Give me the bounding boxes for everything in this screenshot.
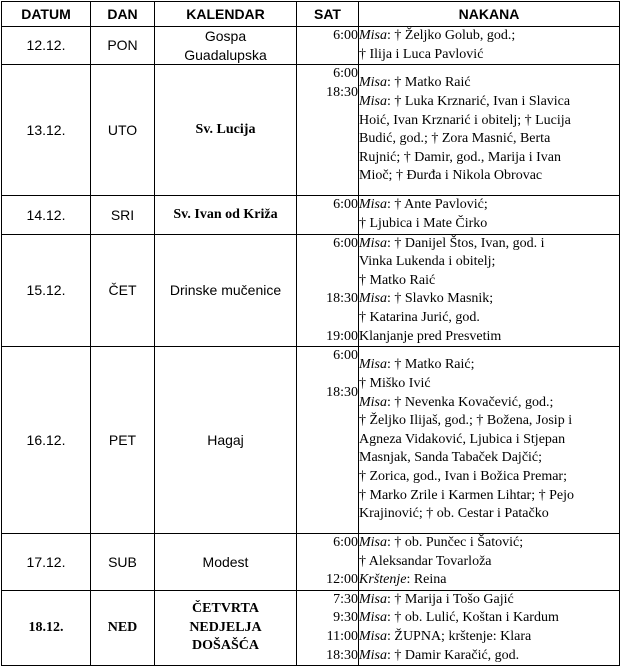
nakana-text: † Marko Zrile i Karmen Lihtar; † Pejo [359, 487, 574, 503]
dan-text: ČET [108, 282, 137, 299]
sat-time: 19:00 [326, 328, 358, 344]
sat-cell [297, 65, 359, 196]
dan-cell [91, 534, 155, 591]
nakana-text: † Katarina Jurić, god. [359, 309, 480, 325]
nakana-text: Vinka Lukenda i obitelj; [359, 254, 496, 270]
sat-time: 7:30 [333, 591, 358, 607]
datum-cell [2, 196, 91, 234]
nakana-label: Misa [359, 291, 387, 307]
nakana-label: Misa [359, 75, 387, 91]
kalendar-text: Gospa [204, 28, 247, 44]
dan-text: PET [108, 431, 137, 448]
sat-time: 12:00 [326, 572, 358, 588]
nakana-text: Masnjak, Sanda Tabaček Dajčić; [359, 450, 543, 466]
sat-time [297, 158, 358, 177]
schedule-body [2, 27, 620, 666]
nakana-text: † Ilija i Luca Pavlović [359, 46, 484, 62]
nakana-text: : † Ante Pavlović; [387, 197, 488, 213]
sat-time: 6:00 [333, 197, 358, 213]
nakana-line [359, 328, 619, 347]
sat-time [297, 121, 358, 140]
nakana-line [359, 449, 619, 468]
datum-text: 14.12. [26, 206, 66, 223]
dan-cell [91, 65, 155, 196]
dan-cell [91, 347, 155, 534]
nakana-label: Misa [359, 647, 387, 663]
nakana-text: Mioč; † Đurđa i Nikola Obrovac [359, 168, 543, 184]
sat-cell [297, 27, 359, 65]
sat-time: 18:30 [326, 291, 358, 307]
nakana-text: † Zorica, god., Ivan i Božica Premar; [359, 468, 567, 484]
sat-time: 6:00 [333, 28, 358, 43]
sat-cell [297, 234, 359, 347]
dan-cell [91, 27, 155, 65]
nakana-line [359, 394, 619, 413]
nakana-cell [359, 27, 620, 65]
nakana-text: : † Marija i Tošo Gajić [387, 591, 514, 607]
nakana-line [359, 167, 619, 186]
nakana-line [359, 215, 619, 234]
nakana-line [359, 534, 619, 553]
nakana-line [359, 431, 619, 450]
datum-text: 18.12. [28, 619, 64, 635]
nakana-line [359, 112, 619, 131]
kalendar-text: Drinske mučenice [169, 282, 282, 299]
nakana-label: Misa [359, 591, 387, 607]
nakana-cell [359, 65, 620, 196]
nakana-text: † Aleksandar Tovarloža [359, 553, 492, 569]
kalendar-text: Guadalupska [184, 46, 267, 63]
sat-time [297, 440, 358, 459]
nakana-line [359, 272, 619, 291]
dan-cell [91, 590, 155, 665]
nakana-text: : † ob. Punčec i Šatović; [387, 535, 524, 551]
datum-cell [2, 65, 91, 196]
dan-text: SRI [110, 206, 135, 223]
header-kalendar: KALENDAR [155, 2, 297, 27]
header-sat: SAT [297, 2, 359, 27]
nakana-text: : † ob. Lulić, Koštan i Kardum [387, 610, 559, 626]
nakana-label: Misa [359, 94, 387, 110]
sat-time: 6:00 [333, 535, 358, 551]
nakana-text: Rujnić; † Damir, god., Marija i Ivan [359, 149, 562, 165]
nakana-line [359, 356, 619, 375]
nakana-text: : † Željko Golub, god.; [387, 28, 516, 43]
header-datum: DATUM [2, 2, 91, 27]
nakana-text: † Matko Raić [359, 272, 436, 288]
table-row [2, 347, 620, 534]
sat-time [297, 514, 358, 533]
sat-time [297, 215, 358, 234]
sat-time: 6:00 [333, 66, 358, 82]
nakana-line [359, 609, 619, 628]
datum-cell [2, 347, 91, 534]
datum-cell [2, 27, 91, 65]
sat-time [297, 253, 358, 272]
sat-time [297, 366, 358, 385]
header-nakana: NAKANA [359, 2, 620, 27]
datum-text: 16.12. [26, 431, 66, 448]
dan-text: UTO [107, 121, 138, 138]
dan-text: NED [107, 619, 138, 635]
nakana-line [359, 468, 619, 487]
nakana-line [359, 253, 619, 272]
nakana-text: Budić, god.; † Zora Masnić, Berta [359, 131, 551, 147]
nakana-text: : † Nevenka Kovačević, god.; [387, 394, 554, 410]
nakana-line [359, 628, 619, 647]
schedule-table [1, 1, 620, 666]
sat-time [297, 459, 358, 478]
kalendar-cell [155, 590, 297, 665]
nakana-text: † Željko Ilijaš, god.; † Božena, Josip i [359, 413, 573, 429]
sat-time [297, 477, 358, 496]
sat-cell [297, 196, 359, 234]
dan-text: SUB [108, 553, 137, 570]
dan-text: PON [107, 37, 138, 54]
sat-time [297, 102, 358, 121]
sat-time [297, 177, 358, 196]
nakana-line [359, 130, 619, 149]
header-row [2, 2, 620, 27]
nakana-cell [359, 590, 620, 665]
sat-cell [297, 534, 359, 591]
nakana-line [359, 412, 619, 431]
kalendar-text: Hagaj [207, 431, 244, 448]
nakana-line [359, 46, 619, 65]
nakana-cell [359, 196, 620, 234]
nakana-cell [359, 534, 620, 591]
nakana-text: : † Damir Karačić, god. [387, 647, 520, 663]
sat-time: 11:00 [326, 629, 358, 644]
datum-text: 13.12. [26, 121, 66, 138]
datum-text: 17.12. [26, 553, 66, 570]
datum-cell [2, 534, 91, 591]
nakana-label: Misa [359, 28, 387, 43]
nakana-text: † Ljubica i Mate Čirko [359, 215, 488, 231]
sat-cell [297, 590, 359, 665]
nakana-line [359, 647, 619, 666]
nakana-line [359, 149, 619, 168]
table-row [2, 590, 620, 665]
kalendar-cell [155, 27, 297, 65]
nakana-text: Hoić, Ivan Krznarić i obitelj; † Lucija [359, 112, 571, 128]
kalendar-text: NEDJELJA [189, 619, 262, 635]
sat-time [297, 140, 358, 159]
nakana-text: Krajinović; † ob. Cestar i Patačko [359, 506, 549, 522]
nakana-label: Misa [359, 197, 387, 213]
nakana-text: Agneza Vidaković, Ljubica i Stjepan [359, 431, 566, 447]
nakana-text: : † Luka Krznarić, Ivan i Slavica [387, 94, 571, 110]
kalendar-cell [155, 65, 297, 196]
table-row [2, 65, 620, 196]
kalendar-cell [155, 347, 297, 534]
nakana-text: : † Matko Raić [387, 75, 471, 91]
nakana-label: Misa [359, 394, 387, 410]
nakana-label: Misa [359, 235, 387, 251]
sat-time [297, 272, 358, 291]
sat-time [297, 46, 358, 65]
nakana-line [359, 290, 619, 309]
datum-cell [2, 234, 91, 347]
table-row [2, 534, 620, 591]
kalendar-text: Sv. Lucija [195, 121, 256, 137]
dan-cell [91, 196, 155, 234]
nakana-line [359, 487, 619, 506]
sat-time [297, 553, 358, 572]
sat-time: 6:00 [333, 235, 358, 251]
nakana-text: : ŽUPNA; krštenje: Klara [387, 629, 532, 644]
sat-time [297, 403, 358, 422]
table-row [2, 27, 620, 65]
nakana-line [359, 505, 619, 524]
kalendar-cell [155, 196, 297, 234]
nakana-line [359, 74, 619, 93]
nakana-text: : † Matko Raić; [387, 357, 475, 373]
nakana-text: † Miško Ivić [359, 375, 431, 391]
nakana-label: Misa [359, 535, 387, 551]
nakana-line [359, 591, 619, 610]
table-row [2, 196, 620, 234]
nakana-line [359, 553, 619, 572]
nakana-label: Misa [359, 610, 387, 626]
table-row [2, 234, 620, 347]
sat-time [297, 309, 358, 328]
nakana-line [359, 375, 619, 394]
nakana-line [359, 235, 619, 254]
nakana-text: : † Danijel Štos, Ivan, god. i [387, 235, 545, 251]
datum-text: 15.12. [26, 282, 66, 299]
kalendar-text: Modest [202, 553, 249, 570]
datum-cell [2, 590, 91, 665]
sat-time: 18:30 [326, 647, 358, 663]
sat-time [297, 421, 358, 440]
nakana-line [359, 196, 619, 215]
nakana-text: Klanjanje pred Presvetim [359, 328, 502, 344]
sat-time: 18:30 [326, 385, 358, 401]
nakana-cell [359, 234, 620, 347]
nakana-line [359, 93, 619, 112]
kalendar-text: Sv. Ivan od Križa [173, 206, 278, 222]
nakana-line [359, 571, 619, 590]
sat-time [297, 496, 358, 515]
sat-time: 9:30 [333, 610, 358, 626]
kalendar-text: DOŠAŠĆA [192, 638, 259, 654]
datum-text: 12.12. [26, 37, 66, 54]
sat-time: 6:00 [333, 348, 358, 364]
nakana-cell [359, 347, 620, 534]
dan-cell [91, 234, 155, 347]
nakana-line [359, 309, 619, 328]
kalendar-text: ČETVRTA [192, 601, 259, 617]
sat-cell [297, 347, 359, 534]
nakana-label: Krštenje [359, 572, 407, 588]
kalendar-cell [155, 234, 297, 347]
nakana-line [359, 27, 619, 46]
kalendar-cell [155, 534, 297, 591]
nakana-text: : Reina [406, 572, 447, 588]
sat-time: 18:30 [326, 84, 358, 100]
nakana-label: Misa [359, 629, 387, 644]
nakana-text: : † Slavko Masnik; [387, 291, 494, 307]
header-dan: DAN [91, 2, 155, 27]
nakana-label: Misa [359, 357, 387, 373]
